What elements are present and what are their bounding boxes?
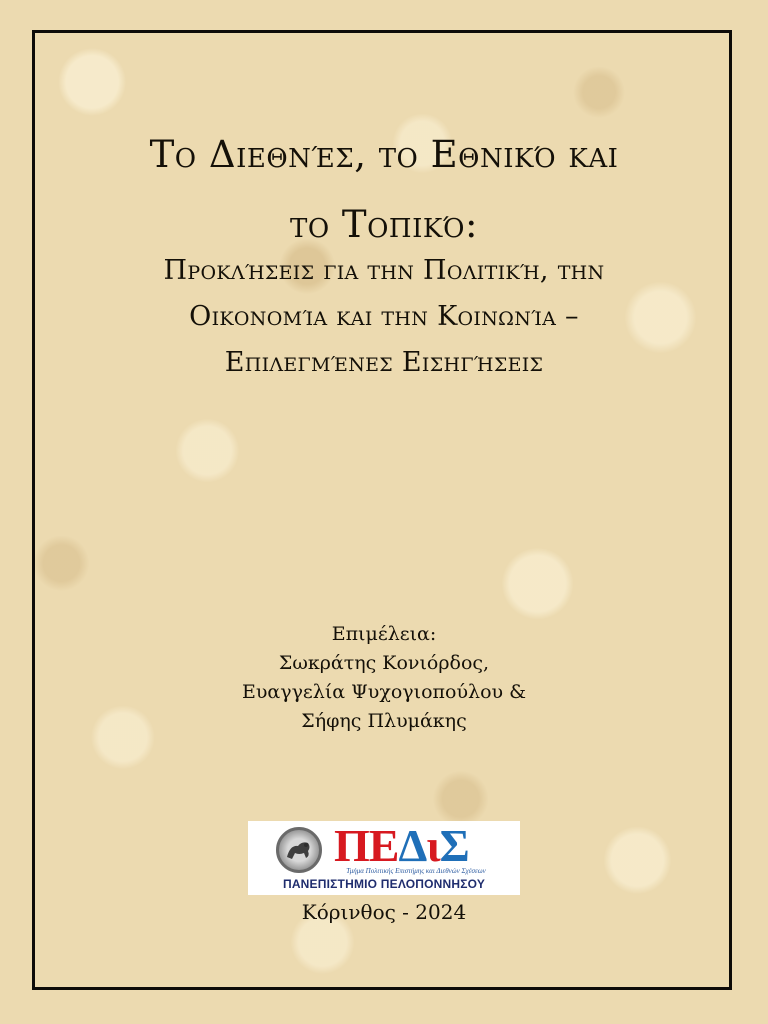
logo-mark-red-2: ι [426,820,440,871]
place-and-year: Κόρινθος - 2024 [301,900,467,924]
subtitle-line-1: Προκλήσεις για την Πολιτική, την [163,255,605,286]
logo-mark-red: ΠΕ [334,820,399,871]
department-logo [248,821,520,895]
logo-wordmark [334,821,469,871]
editor-name-2: Ευαγγελία Ψυχογιοπούλου & [241,681,527,703]
editor-name-3: Σήφης Πλυμάκης [301,710,467,732]
logo-mark-blue-2: Σ [439,820,469,871]
title-line-1: Το Διεθνές, το Εθνικό και [149,133,619,176]
logo-tagline: Τμήμα Πολιτικής Επιστήμης και Διεθνών Σχέσεων [346,867,486,875]
subtitle-line-2: Οικονομία και την Κοινωνία – [189,301,579,332]
seal-figure-icon [284,837,314,863]
subtitle-block [0,248,768,386]
subtitle-line-3: Επιλεγμένες Εισηγήσεις [224,347,544,378]
logo-mark-blue: Δ [398,820,427,871]
editor-name-1: Σωκράτης Κονιόρδος, [278,652,490,674]
editors-block [0,620,768,736]
editors-label: Επιμέλεια: [331,623,437,645]
title-line-2: το Τοπικό: [290,203,478,246]
title-block [0,132,768,386]
logo-university-name: ΠΑΝΕΠΙΣΤΗΜΙΟ ΠΕΛΟΠΟΝΝΗΣΟΥ [282,877,486,891]
